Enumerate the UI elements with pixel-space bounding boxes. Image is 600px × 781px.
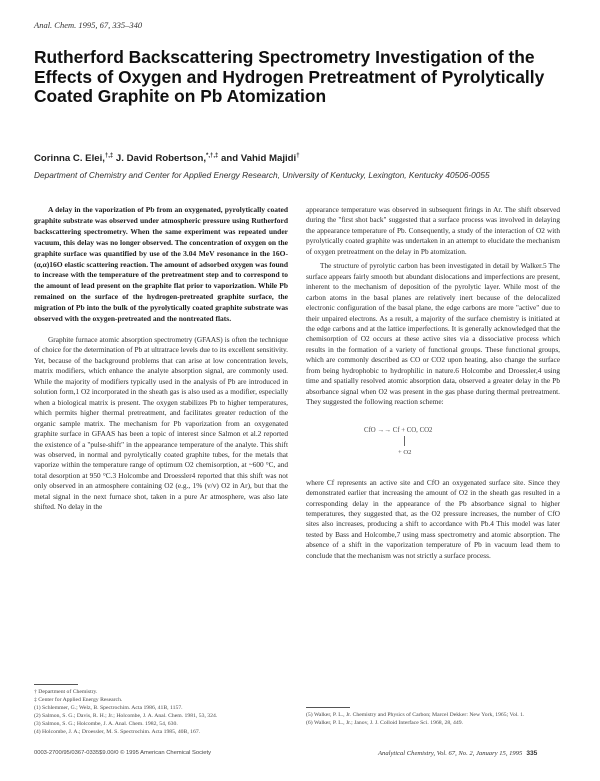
right-paragraph-3: where Cf represents an active site and CfO an oxygenated surface site. Since they demonstrated earlier that increasing the amount of O2 in the sheath gas resulted in a corresponding delay in the appearance of the Pb absorbance signal to higher temperatures, they suggested that, as the O2 pressure increases, the number of CfO sites also increases, producing a shift to accordance with Pb.4 This model was later tested by Bass and Holcombe,7 using mass spectrometry and atomic absorption. The absence of a shift in the vaporization temperature of Pb in vacuum lead them to conclude that the mechanism was not strictly a surface process. — [306, 477, 560, 560]
footnote-rule — [306, 707, 350, 708]
reaction-reagent: + O2 — [398, 448, 412, 456]
intro-paragraph: Graphite furnace atomic absorption spectrometry (GFAAS) is often the technique of choice for the determination of Pb at ultratrace levels due to its excellent sensitivity. Yet, because of the background problems that can arise at low concentration levels, matrix modifiers, which enhance the analyte absorption signal, are commonly used. While the majority of modifiers typically used in the analysis of Pb are introduced in solution form,1 O2 incorporated in the sheath gas is also used as a modifier, especially when a biological matrix is present. The oxygen stabilizes Pb to higher temperatures, which permits higher thermal pretreatment, and facilitates greater reduction of the organic sample matrix. The mechanism for Pb vaporization from an oxygenated graphite surface in GFAAS has been a topic of interest since Salmon et al.2 reported the existence of a "pulse-shift" in the appearance temperature of the analyte. This shift was observed, in normal and pyrolytically coated graphite tubes, for the metals that vaporize within the temperature range of optimum O2 chemisorption, at ~600 °C, and total desorption at 950 °C.3 Holcombe and Droessler4 reported that this shift was not only observed in an atmosphere containing O2 (e.g., 1% (v/v) O2 in Ar), but that the metal signal in the next furnace shot, taken in a pure Ar atmosphere, was also late shifted. No delay in the — [34, 334, 288, 512]
article-title: Rutherford Backscattering Spectrometry Investigation of the Effects of Oxygen and Hydrogen Pretreatment of Pyrolytically Coated Graphite on Pb Atomization — [34, 47, 545, 106]
right-column — [306, 205, 560, 561]
page-number: 335 — [526, 750, 538, 757]
footnote-item: ‡ Center for Applied Energy Research. — [34, 697, 123, 704]
author-1: Corinna C. Elei, — [34, 153, 105, 165]
footnote-item: (2) Salmon, S. G.; Davis, R. H.; Jr.; Holcombe, J. A. Anal. Chem. 1981, 53, 324. — [34, 713, 218, 720]
footnote-item: (3) Salmon, S. G.; Holcombe, J. A. Anal. Chem. 1982, 54, 630. — [34, 721, 178, 728]
footnote-item: (1) Schlemmer, G.; Welz, B. Spectrochim. Acta 1986, 41B, 1157. — [34, 705, 183, 712]
author-2: J. David Robertson, — [113, 153, 207, 165]
copyright-line: 0003-2700/95/0367-0335$9.00/0 © 1995 American Chemical Society — [34, 750, 212, 756]
author-3-marks: † — [296, 153, 300, 159]
reaction-arrow — [404, 436, 405, 446]
reaction-equation: CfO →→ Cf + CO, CO2 — [364, 426, 433, 434]
author-2-marks: *,†,‡ — [206, 153, 219, 159]
journal-issue: Analytical Chemistry, Vol. 67, No. 2, January 15, 1995 — [378, 750, 523, 757]
journal-citation: Anal. Chem. 1995, 67, 335–340 — [34, 20, 143, 30]
author-1-marks: †,‡ — [104, 153, 114, 159]
footnote-rule — [34, 684, 78, 685]
reaction-scheme — [306, 414, 560, 472]
author-list — [34, 153, 300, 164]
abstract: A delay in the vaporization of Pb from an oxygenated, pyrolytically coated graphite substrate was observed under atmospheric pressure using Rutherford backscattering spectrometry. When the same experiment was repeated under vacuum, this delay was no longer observed. The concentration of oxygen on the graphite surface was quantified by use of the 3.04 MeV resonance in the 16O-(α,α)16O elastic scattering reaction. The amount of adsorbed oxygen was found to increase with the temperature of the pretreatment step and to correspond to the amount of lead present on the graphite flat prior to vaporization. While Pb remained on the surface of the hydrogen-pretreated graphite surface, the migration of Pb into the bulk of the pyrolytically coated graphite substrate was observed with the oxygen-pretreated and the nontreated flats. — [34, 205, 288, 324]
footnote-item: (5) Walker, P. L., Jr. Chemistry and Physics of Carbon; Marcel Dekker: New York, 1965; Vol. 1. — [306, 712, 525, 718]
left-column — [34, 205, 288, 513]
journal-footer — [378, 750, 537, 757]
left-footnotes — [34, 684, 288, 737]
right-footnotes — [306, 707, 560, 727]
footnote-item: † Department of Chemistry. — [34, 689, 98, 695]
affiliation: Department of Chemistry and Center for Applied Energy Research, University of Kentucky, Lexington, Kentucky 40506-0055 — [34, 170, 490, 180]
footnote-item: (4) Holcombe, J. A.; Droessler, M. S. Spectrochim. Acta 1985, 40B, 167. — [34, 729, 201, 736]
footnote-item: (6) Walker, P. L., Jr.; Janov, J. J. Colloid Interface Sci. 1968, 28, 449. — [306, 720, 463, 727]
author-3: and Vahid Majidi — [218, 153, 297, 165]
right-paragraph-2: The structure of pyrolytic carbon has been investigated in detail by Walker.5 The surface appears fairly smooth but abundant dislocations and imperfections are present, inherent to the mechanism of deposition of the pyrolytic layer. While most of the carbon atoms in the basal planes are relatively inert because of the delocalized electronic configuration of the basal plane, the edge carbons are more "active" due to their unpaired electrons. As a result, a majority of the surface chemistry is initiated at the edge carbons and at the lattice imperfections. It is generally acknowledged that the chemisorption of O2 occurs at these active sites via a dissociative process which results in the formation of a variety of functional groups. These functional groups, which are commonly described as CO or CO2 upon heating, also change the surface from being hydrophobic to hydrophilic in nature.6 Holcombe and Droessler,4 using time and spatially resolved atomic absorption data, observed a greater delay in the Pb absorbance signal when O2 was present in the gas phase during thermal pretreatment. They suggested the following reaction scheme: — [306, 261, 560, 407]
right-paragraph-1: appearance temperature was observed in subsequent firings in Ar. The shift observed during the "first shot back" suggested that a surface process was involved in delaying the appearance temperature of Pb. Consequently, a study of the interaction of O2 with pyrolytically coated graphite was undertaken in an attempt to elucidate the mechanism of oxygen pretreatment on the delay in Pb atomization. — [306, 205, 560, 256]
